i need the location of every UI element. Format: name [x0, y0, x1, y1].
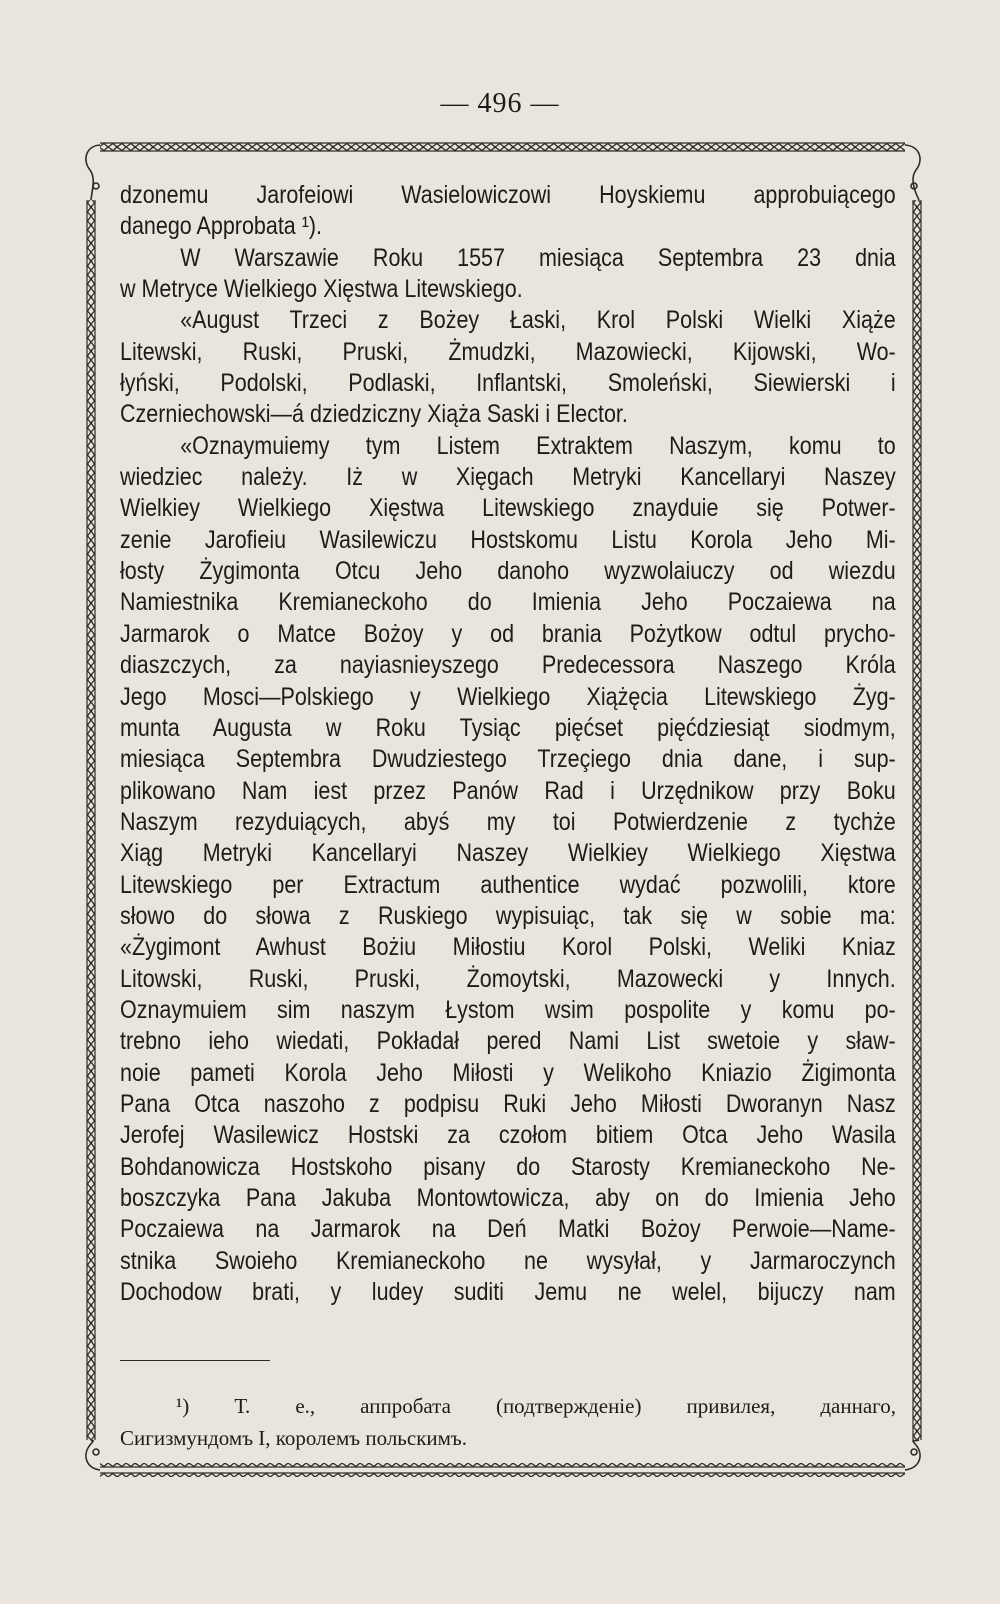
main-text [120, 180, 896, 1308]
text-line: «Żygimont Awhust Bożiu Miłostiu Korol Polski, Weliki Kniaz [120, 933, 896, 962]
text-line: zenie Jarofieiu Wasilewiczu Hostskomu Listu Korola Jeho Mi- [120, 525, 896, 554]
text-line: Naszym rezyduiących, abyś my toi Potwierdzenie z tychże [120, 807, 896, 836]
text-line: Dochodow brati, y ludey suditi Jemu ne welel, bijuczy nam [120, 1278, 896, 1307]
text-line: Jerofej Wasilewicz Hostski za czołom bitiem Otca Jeho Wasila [120, 1121, 896, 1150]
text-line: łyński, Podolski, Podlaski, Inflantski, Smoleński, Siewierski i [120, 369, 896, 398]
border-bottom [100, 1463, 905, 1477]
page-number: — 496 — [440, 88, 560, 119]
footnote-rule [120, 1360, 270, 1361]
text-line: munta Augusta w Roku Tysiąc pięćset pięćdziesiąt siodmym, [120, 713, 896, 742]
text-line: «Oznaymuiemy tym Listem Extraktem Naszym, komu to [180, 431, 896, 460]
text-line: miesiąca Septembra Dwudziestego Trzeçiego dnia dane, i sup- [120, 745, 896, 774]
text-line: boszczyka Pana Jakuba Montowtowicza, aby on do Imienia Jeho [120, 1184, 896, 1212]
border-left [84, 200, 98, 1440]
border-top [100, 138, 905, 152]
footnote-line: ¹) Т. е., аппробата (подтвержденіе) привилея, даннаго, [176, 1394, 896, 1418]
text-line: diaszczych, za nayiasnieyszego Predecessora Naszego Króla [120, 651, 896, 680]
text-line: Wielkiey Wielkiego Xięstwa Litewskiego znayduie się Potwer- [120, 494, 896, 523]
border-right [912, 200, 926, 1440]
text-line: łosty Żygimonta Otcu Jeho danoho wyzwolaiuczy od wiezdu [120, 557, 896, 586]
text-line: Poczaiewa na Jarmarok na Deń Matki Bożoy Perwoie—Name- [120, 1215, 896, 1244]
text-line: słowo do słowa z Ruskiego wypisuiąc, tak się w sobie ma: [120, 901, 896, 930]
text-line: Jego Mosci—Polskiego y Wielkiego Xiążęcia Litewskiego Żyg- [120, 682, 896, 711]
text-line: dzonemu Jarofeiowi Wasielowiczowi Hoyskiemu approbuiącego [120, 181, 896, 209]
text-line: Litewskiego per Extractum authentice wydać pozwolili, ktore [120, 870, 896, 899]
text-line: wiedziec należy. Iż w Xięgach Metryki Kancellaryi Naszey [120, 463, 896, 492]
text-line: trebno ieho wiedati, Pokładał pered Nami List swetoie y sław- [120, 1027, 896, 1056]
footnote [120, 1390, 896, 1454]
text-line: «August Trzeci z Bożey Łaski, Krol Polski Wielki Xiąże [180, 306, 896, 335]
text-line: Jarmarok o Matce Bożoy y od brania Pożytkow odtul prycho- [120, 619, 896, 648]
text-line: Oznaymuiem sim naszym Łystom wsim pospolite y komu po- [120, 995, 896, 1024]
text-line: noie pameti Korola Jeho Miłosti y Welikoho Kniazio Żigimonta [120, 1058, 896, 1087]
text-line: Bohdanowicza Hostskoho pisany do Starosty Kremianeckoho Ne- [120, 1152, 896, 1181]
text-line: Pana Otca naszoho z podpisu Ruki Jeho Miłosti Dworanyn Nasz [120, 1089, 896, 1118]
text-line: stnika Swoieho Kremianeckoho ne wysyłał, y Jarmaroczynch [120, 1246, 896, 1275]
text-line: Litowski, Ruski, Pruski, Żomoytski, Mazowecki y Innych. [120, 964, 896, 993]
text-line: plikowano Nam iest przez Panów Rad i Urzędnikow przy Boku [120, 776, 896, 805]
text-line: Xiąg Metryki Kancellaryi Naszey Wielkiey Wielkiego Xięstwa [120, 839, 896, 868]
text-line: Czerniechowski—á dziedziczny Xiąża Saski i Elector. [120, 400, 628, 429]
text-line: Namiestnika Kremianeckoho do Imienia Jeho Poczaiewa na [120, 588, 896, 617]
footnote-line: Сигизмундомъ I, королемъ польскимъ. [120, 1426, 468, 1450]
text-line: danego Approbata ¹). [120, 212, 323, 241]
text-line: W Warszawie Roku 1557 miesiąca Septembra 23 dnia [180, 243, 896, 272]
text-line: w Metryce Wielkiego Xięstwa Litewskiego. [120, 275, 523, 304]
text-line: Litewski, Ruski, Pruski, Żmudzki, Mazowiecki, Kijowski, Wo- [120, 337, 896, 366]
